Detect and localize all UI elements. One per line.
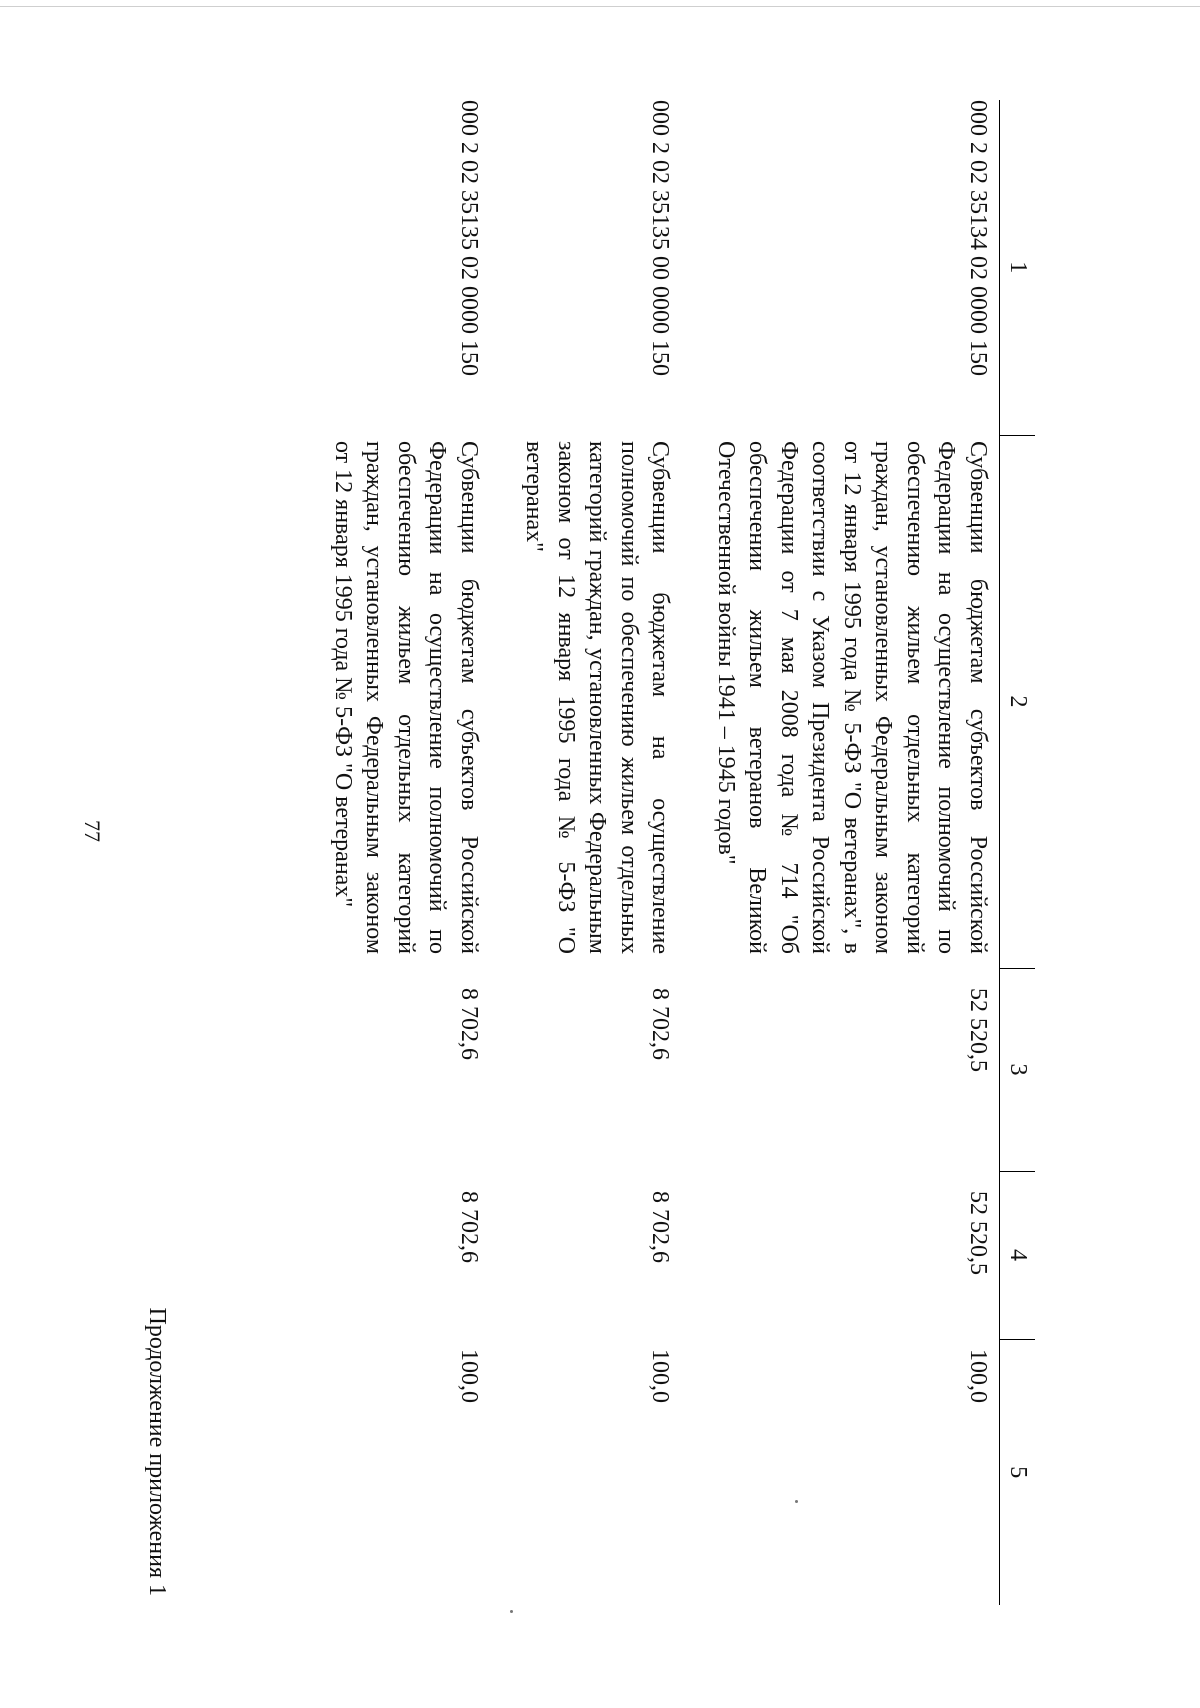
value-col5: 100,0 <box>647 1349 674 1403</box>
table-row <box>307 100 499 1605</box>
column-header: 2 <box>1000 435 1036 968</box>
column-header: 4 <box>1000 1171 1036 1339</box>
value-col4: 8 702,6 <box>647 1191 674 1263</box>
table-row <box>690 100 1000 1605</box>
continuation-title: Продолжение приложения 1 <box>144 1307 170 1596</box>
item-name: Субвенции бюджетам субъектов Российской Федерации на осуществление полномочий по обеспечению жильем отдельных категорий граждан, установленных Федеральным законом от 12 января 1995 года № 5-ФЗ "О ветеранах", в соответствии с Указом Президента Российской Федерации от 7 мая 2008 года № 714 "Об обеспечении жильем ветеранов Великой Отечественной войны 1941 – 1945 годов" <box>713 441 991 954</box>
value-col4: 8 702,6 <box>456 1191 482 1263</box>
value-col4: 52 520,5 <box>965 1191 991 1275</box>
appendix-table <box>307 100 1036 1605</box>
budget-code: 000 2 02 35135 02 0000 150 <box>456 100 482 376</box>
column-header: 3 <box>1000 968 1036 1171</box>
value-col3: 52 520,5 <box>965 988 991 1072</box>
item-name: Субвенции бюджетам на осуществление полномочий по обеспечению жильем отдельных категорий граждан, установленных Федеральным законом от 12 января 1995 года № 5-ФЗ "О ветеранах" <box>521 441 674 954</box>
value-col5: 100,0 <box>456 1349 482 1403</box>
table-header-row <box>1000 100 1036 1605</box>
value-col3: 8 702,6 <box>647 988 674 1060</box>
value-col5: 100,0 <box>965 1349 991 1403</box>
page-number: 77 <box>80 820 105 842</box>
value-col3: 8 702,6 <box>456 988 482 1060</box>
column-header: 1 <box>1000 100 1036 435</box>
budget-code: 000 2 02 35134 02 0000 150 <box>965 100 991 376</box>
budget-code: 000 2 02 35135 00 0000 150 <box>647 100 674 376</box>
item-name: Субвенции бюджетам субъектов Российской Федерации на осуществление полномочий по обеспечению жильем отдельных категорий граждан, установленных Федеральным законом от 12 января 1995 года № 5-ФЗ "О ветеранах" <box>330 441 482 954</box>
column-header: 5 <box>1000 1339 1036 1605</box>
table-row <box>498 100 690 1605</box>
